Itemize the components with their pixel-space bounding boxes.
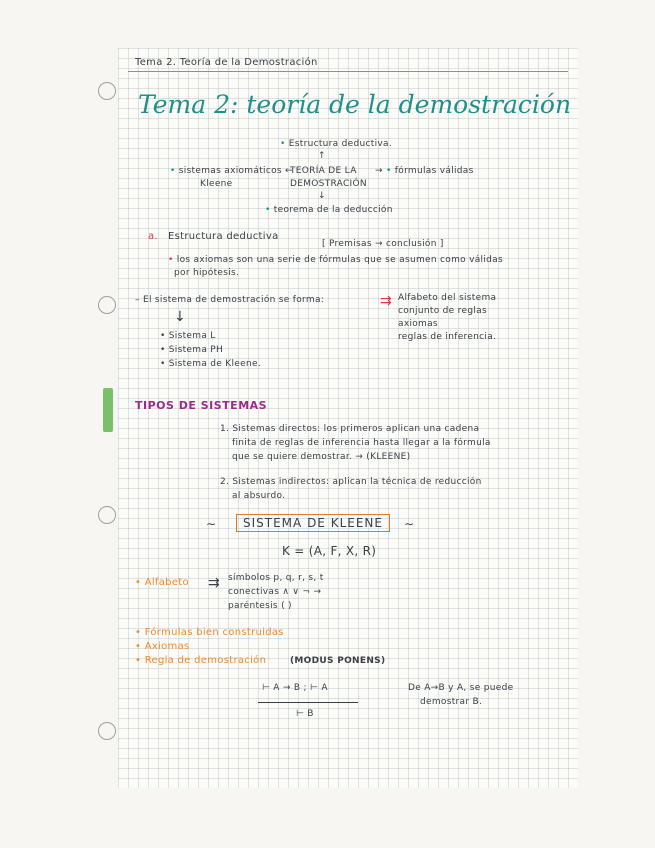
kleene-title: SISTEMA DE KLEENE	[236, 514, 390, 532]
form-item: conjunto de reglas	[398, 306, 487, 316]
alfabeto-item: paréntesis ( )	[228, 601, 292, 611]
system-list-item: • Sistema PH	[160, 345, 224, 355]
page-header: Tema 2. Teoría de la Demostración	[135, 57, 318, 68]
header-rule	[128, 71, 568, 72]
section-a-heading: Estructura deductiva	[168, 231, 279, 242]
binder-hole-top	[98, 82, 116, 100]
tipos-item1-line2: finita de reglas de inferencia hasta llegar a la fórmula	[232, 438, 491, 448]
tilde-decoration-right: ∼	[404, 517, 415, 531]
system-list-item: • Sistema L	[160, 331, 216, 341]
arrow-down-icon: ↓	[318, 191, 326, 201]
green-tab-marker	[103, 388, 113, 432]
rule-note-line1: De A→B y A, se puede	[408, 683, 514, 693]
form-item: reglas de inferencia.	[398, 332, 497, 342]
system-forms-intro: – El sistema de demostración se forma:	[135, 295, 325, 305]
section-a-marker: a.	[148, 231, 158, 242]
form-item: axiomas	[398, 319, 438, 329]
kleene-list-item: • Axiomas	[135, 641, 190, 652]
diagram-right-node: → • fórmulas válidas	[375, 166, 474, 176]
tipos-item2-line2: al absurdo.	[232, 491, 286, 501]
tipos-item2-line1: 2. Sistemas indirectos: aplican la técnica de reducción	[220, 477, 482, 487]
tilde-decoration-left: ∼	[206, 517, 217, 531]
form-item: Alfabeto del sistema	[398, 293, 497, 303]
system-list-item: • Sistema de Kleene.	[160, 359, 261, 369]
binder-hole-lower	[98, 506, 116, 524]
diagram-center-line2: DEMOSTRACIÓN	[290, 179, 367, 189]
diagram-bottom-node: • teorema de la deducción	[265, 205, 393, 215]
axiom-note-line1: • los axiomas son una serie de fórmulas que se asumen como válidas	[168, 255, 503, 265]
modus-ponens-label: (MODUS PONENS)	[290, 656, 386, 666]
rule-premises: ⊢ A → B ; ⊢ A	[262, 683, 328, 693]
inference-line	[258, 702, 358, 703]
premises-bracket: [ Premisas → conclusión ]	[322, 239, 444, 249]
arrow-up-icon: ↑	[318, 151, 326, 161]
rule-note-line2: demostrar B.	[420, 697, 483, 707]
kleene-list-item: • Fórmulas bien construidas	[135, 627, 284, 638]
axiom-note-line2: por hipótesis.	[174, 268, 240, 278]
tipos-item1-line3: que se quiere demostrar. → (KLEENE)	[232, 452, 411, 462]
alfabeto-item: símbolos p, q, r, s, t	[228, 573, 324, 583]
alfabeto-item: conectivas ∧ ∨ ¬ →	[228, 587, 322, 597]
rule-conclusion: ⊢ B	[296, 709, 314, 719]
arrow-down-icon: ↓	[174, 309, 186, 325]
alfabeto-label: • Alfabeto	[135, 577, 189, 588]
binder-hole-middle	[98, 296, 116, 314]
notebook-page	[118, 48, 578, 788]
binder-hole-bottom	[98, 722, 116, 740]
kleene-list-item: • Regla de demostración	[135, 655, 267, 666]
diagram-left-node-sub: Kleene	[200, 179, 233, 189]
diagram-left-node: • sistemas axiomáticos ←	[170, 166, 293, 176]
diagram-center-line1: TEORÍA DE LA	[290, 166, 357, 176]
branch-arrows-icon: ⇉	[208, 575, 220, 591]
bracket-arrows-icon: ⇉	[380, 293, 392, 309]
tipos-item1-line1: 1. Sistemas directos: los primeros aplican una cadena	[220, 424, 480, 434]
page-title: Tema 2: teoría de la demostración	[138, 90, 572, 119]
diagram-top-node: • Estructura deductiva.	[280, 139, 392, 149]
tipos-heading: TIPOS DE SISTEMAS	[135, 399, 268, 412]
kleene-formula: K = (A, F, X, R)	[282, 544, 377, 558]
